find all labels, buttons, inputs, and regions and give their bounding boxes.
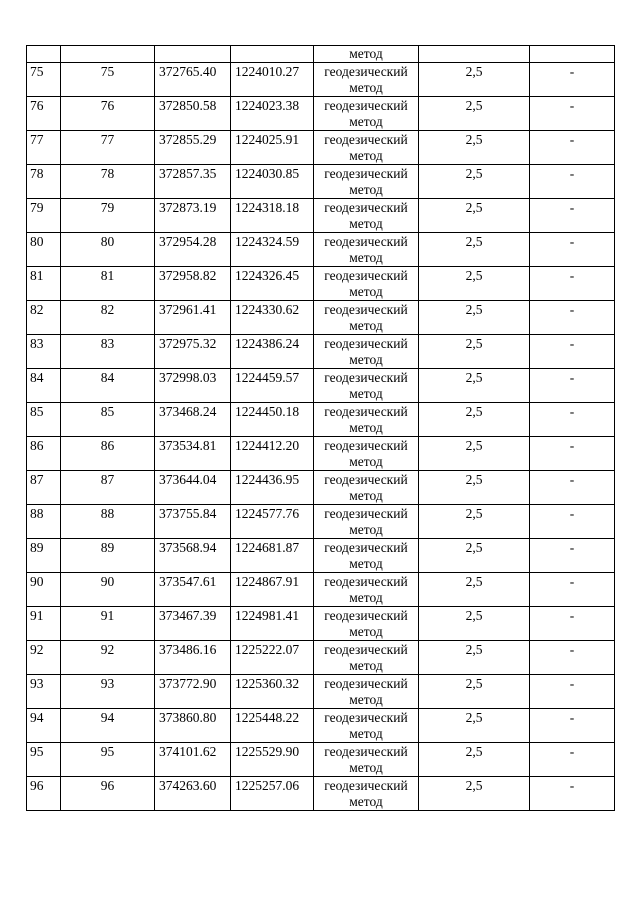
- cell-x: 373547.61: [155, 573, 231, 607]
- cell-method: [314, 573, 419, 607]
- table-row: [27, 471, 615, 505]
- cell-number: 90: [27, 573, 61, 607]
- cell-note: -: [530, 233, 615, 267]
- method-line: метод: [349, 794, 383, 809]
- cell-point: 83: [61, 335, 155, 369]
- method-line: метод: [349, 352, 383, 367]
- cell-y: 1224025.91: [231, 131, 314, 165]
- cell-y: 1225529.90: [231, 743, 314, 777]
- cell-number: 77: [27, 131, 61, 165]
- cell-note: -: [530, 131, 615, 165]
- method-line: метод: [349, 658, 383, 673]
- method-line: метод: [349, 250, 383, 265]
- table-row: [27, 335, 615, 369]
- method-line: геодезический: [324, 64, 408, 79]
- table-row: [27, 641, 615, 675]
- method-line: геодезический: [324, 404, 408, 419]
- table-row: [27, 165, 615, 199]
- cell-x: 372850.58: [155, 97, 231, 131]
- table-row: [27, 539, 615, 573]
- method-line: метод: [349, 420, 383, 435]
- cell-accuracy: 2,5: [419, 539, 530, 573]
- cell-point: 90: [61, 573, 155, 607]
- cell-number: 91: [27, 607, 61, 641]
- cell-x: 373772.90: [155, 675, 231, 709]
- table-row: [27, 301, 615, 335]
- method-line: метод: [349, 386, 383, 401]
- cell-y: 1224330.62: [231, 301, 314, 335]
- cell-point: 78: [61, 165, 155, 199]
- cell-method: [314, 403, 419, 437]
- cell-method: [314, 675, 419, 709]
- cell-method: [314, 539, 419, 573]
- method-line: геодезический: [324, 608, 408, 623]
- cell-x: 372998.03: [155, 369, 231, 403]
- method-line: метод: [349, 522, 383, 537]
- cell-accuracy: 2,5: [419, 63, 530, 97]
- cell-method: [314, 267, 419, 301]
- method-line: геодезический: [324, 540, 408, 555]
- cell-point: 93: [61, 675, 155, 709]
- cell-point: 84: [61, 369, 155, 403]
- table-row: [27, 437, 615, 471]
- method-line: геодезический: [324, 506, 408, 521]
- table-row: [27, 403, 615, 437]
- cell-x: 373486.16: [155, 641, 231, 675]
- method-line: метод: [349, 148, 383, 163]
- table-row: [27, 777, 615, 811]
- cell-accuracy: 2,5: [419, 709, 530, 743]
- cell-note: -: [530, 539, 615, 573]
- method-line: геодезический: [324, 336, 408, 351]
- method-line: геодезический: [324, 676, 408, 691]
- cell-number: 85: [27, 403, 61, 437]
- cell-x: 372855.29: [155, 131, 231, 165]
- cell-note: -: [530, 641, 615, 675]
- cell-number: 88: [27, 505, 61, 539]
- cell-accuracy: 2,5: [419, 165, 530, 199]
- cell-x: 373468.24: [155, 403, 231, 437]
- table-row: [27, 607, 615, 641]
- cell-note: -: [530, 301, 615, 335]
- cell-method: [314, 131, 419, 165]
- cell-note: -: [530, 675, 615, 709]
- cell-point: 77: [61, 131, 155, 165]
- cell-note: -: [530, 369, 615, 403]
- cell-note: -: [530, 335, 615, 369]
- method-line: метод: [349, 216, 383, 231]
- cell-number: 87: [27, 471, 61, 505]
- cell-method: [314, 199, 419, 233]
- cell-note: -: [530, 97, 615, 131]
- cell-y: 1224867.91: [231, 573, 314, 607]
- cell-x: 373644.04: [155, 471, 231, 505]
- cell-number: 78: [27, 165, 61, 199]
- method-line: метод: [349, 182, 383, 197]
- cell-point: 92: [61, 641, 155, 675]
- cell-point: 75: [61, 63, 155, 97]
- cell-method: [314, 97, 419, 131]
- cell-note: -: [530, 63, 615, 97]
- cell-accuracy: 2,5: [419, 403, 530, 437]
- method-line: метод: [349, 488, 383, 503]
- method-line: геодезический: [324, 98, 408, 113]
- cell-note: -: [530, 607, 615, 641]
- cell-point: 85: [61, 403, 155, 437]
- method-line: геодезический: [324, 166, 408, 181]
- cell-y: 1224326.45: [231, 267, 314, 301]
- cell-x: 372873.19: [155, 199, 231, 233]
- cell-point: 96: [61, 777, 155, 811]
- cell-point: 80: [61, 233, 155, 267]
- cell-number: 79: [27, 199, 61, 233]
- cell-point: 88: [61, 505, 155, 539]
- table-row-continuation: [27, 46, 615, 63]
- cell-y: 1225257.06: [231, 777, 314, 811]
- table-row: [27, 267, 615, 301]
- method-line: геодезический: [324, 132, 408, 147]
- method-line: метод: [349, 114, 383, 129]
- cell-method: [314, 63, 419, 97]
- method-line: геодезический: [324, 710, 408, 725]
- cell-number: 94: [27, 709, 61, 743]
- cell-note: -: [530, 743, 615, 777]
- table-row: [27, 573, 615, 607]
- cell-accuracy: 2,5: [419, 471, 530, 505]
- cell-accuracy: 2,5: [419, 641, 530, 675]
- cell-x: 374263.60: [155, 777, 231, 811]
- table-row: [27, 63, 615, 97]
- cell-y: 1224318.18: [231, 199, 314, 233]
- method-line: геодезический: [324, 642, 408, 657]
- cell-accuracy: 2,5: [419, 675, 530, 709]
- cell-accuracy: 2,5: [419, 233, 530, 267]
- cell-accuracy: 2,5: [419, 607, 530, 641]
- method-line: метод: [349, 590, 383, 605]
- cell-method: [314, 165, 419, 199]
- cell-point: 94: [61, 709, 155, 743]
- cell-y: 1224023.38: [231, 97, 314, 131]
- method-line: метод: [349, 692, 383, 707]
- cell-y: 1224010.27: [231, 63, 314, 97]
- cell-y: 1224324.59: [231, 233, 314, 267]
- cell-y: 1225448.22: [231, 709, 314, 743]
- cell-method: [314, 335, 419, 369]
- method-line: геодезический: [324, 370, 408, 385]
- cell-y: 1225222.07: [231, 641, 314, 675]
- cell-method: [314, 743, 419, 777]
- cell-number: 82: [27, 301, 61, 335]
- cell-method: [314, 777, 419, 811]
- method-line: геодезический: [324, 472, 408, 487]
- table-body: [27, 46, 615, 811]
- cell-number: 80: [27, 233, 61, 267]
- method-line: метод: [349, 80, 383, 95]
- cell-point: 76: [61, 97, 155, 131]
- cell-y: 1224981.41: [231, 607, 314, 641]
- cell-note: -: [530, 573, 615, 607]
- cell-note: -: [530, 777, 615, 811]
- cell-point: 82: [61, 301, 155, 335]
- cell-x: [155, 46, 231, 63]
- cell-x: 374101.62: [155, 743, 231, 777]
- method-line: метод: [349, 556, 383, 571]
- cell-accuracy: 2,5: [419, 131, 530, 165]
- table-row: [27, 675, 615, 709]
- cell-accuracy: 2,5: [419, 301, 530, 335]
- cell-accuracy: 2,5: [419, 437, 530, 471]
- cell-method: [314, 709, 419, 743]
- cell-method: [314, 233, 419, 267]
- cell-accuracy: 2,5: [419, 573, 530, 607]
- table-row: [27, 709, 615, 743]
- cell-accuracy: 2,5: [419, 267, 530, 301]
- method-line: геодезический: [324, 234, 408, 249]
- cell-number: 76: [27, 97, 61, 131]
- cell-note: -: [530, 267, 615, 301]
- cell-note: -: [530, 437, 615, 471]
- cell-number: 93: [27, 675, 61, 709]
- cell-number: 96: [27, 777, 61, 811]
- method-line: геодезический: [324, 744, 408, 759]
- method-line: метод: [349, 318, 383, 333]
- method-line: метод: [349, 624, 383, 639]
- cell-method: [314, 607, 419, 641]
- cell-x: 373568.94: [155, 539, 231, 573]
- cell-number: [27, 46, 61, 63]
- cell-number: 75: [27, 63, 61, 97]
- cell-point: 86: [61, 437, 155, 471]
- table-row: [27, 369, 615, 403]
- cell-number: 92: [27, 641, 61, 675]
- cell-x: 373467.39: [155, 607, 231, 641]
- cell-note: -: [530, 403, 615, 437]
- cell-x: 372765.40: [155, 63, 231, 97]
- method-line: геодезический: [324, 302, 408, 317]
- cell-y: 1225360.32: [231, 675, 314, 709]
- cell-point: [61, 46, 155, 63]
- cell-accuracy: 2,5: [419, 335, 530, 369]
- cell-y: 1224436.95: [231, 471, 314, 505]
- method-line: геодезический: [324, 778, 408, 793]
- cell-x: 373755.84: [155, 505, 231, 539]
- cell-method: метод: [314, 46, 419, 63]
- cell-y: 1224577.76: [231, 505, 314, 539]
- cell-x: 373534.81: [155, 437, 231, 471]
- cell-note: -: [530, 505, 615, 539]
- cell-x: 372857.35: [155, 165, 231, 199]
- cell-number: 81: [27, 267, 61, 301]
- cell-number: 89: [27, 539, 61, 573]
- method-line: геодезический: [324, 268, 408, 283]
- method-line: геодезический: [324, 438, 408, 453]
- cell-method: [314, 641, 419, 675]
- cell-accuracy: 2,5: [419, 743, 530, 777]
- cell-note: [530, 46, 615, 63]
- cell-x: 373860.80: [155, 709, 231, 743]
- cell-accuracy: 2,5: [419, 369, 530, 403]
- cell-accuracy: [419, 46, 530, 63]
- table-row: [27, 131, 615, 165]
- cell-number: 95: [27, 743, 61, 777]
- cell-note: -: [530, 709, 615, 743]
- cell-method: [314, 301, 419, 335]
- cell-accuracy: 2,5: [419, 199, 530, 233]
- cell-y: 1224412.20: [231, 437, 314, 471]
- cell-point: 81: [61, 267, 155, 301]
- cell-point: 91: [61, 607, 155, 641]
- cell-x: 372958.82: [155, 267, 231, 301]
- table-row: [27, 505, 615, 539]
- cell-number: 86: [27, 437, 61, 471]
- cell-method: [314, 369, 419, 403]
- coordinates-table: [26, 45, 615, 811]
- cell-x: 372961.41: [155, 301, 231, 335]
- cell-point: 89: [61, 539, 155, 573]
- cell-note: -: [530, 165, 615, 199]
- cell-x: 372954.28: [155, 233, 231, 267]
- cell-method: [314, 437, 419, 471]
- method-line: метод: [349, 760, 383, 775]
- cell-point: 95: [61, 743, 155, 777]
- cell-point: 87: [61, 471, 155, 505]
- method-line: геодезический: [324, 200, 408, 215]
- cell-y: 1224681.87: [231, 539, 314, 573]
- cell-method: [314, 471, 419, 505]
- cell-accuracy: 2,5: [419, 505, 530, 539]
- table-row: [27, 233, 615, 267]
- cell-method: [314, 505, 419, 539]
- cell-y: 1224386.24: [231, 335, 314, 369]
- cell-y: 1224459.57: [231, 369, 314, 403]
- cell-x: 372975.32: [155, 335, 231, 369]
- cell-accuracy: 2,5: [419, 777, 530, 811]
- cell-y: [231, 46, 314, 63]
- cell-y: 1224030.85: [231, 165, 314, 199]
- cell-point: 79: [61, 199, 155, 233]
- method-line: геодезический: [324, 574, 408, 589]
- table-row: [27, 199, 615, 233]
- table-row: [27, 97, 615, 131]
- cell-note: -: [530, 199, 615, 233]
- cell-y: 1224450.18: [231, 403, 314, 437]
- method-line: метод: [349, 454, 383, 469]
- table-row: [27, 743, 615, 777]
- cell-number: 83: [27, 335, 61, 369]
- cell-accuracy: 2,5: [419, 97, 530, 131]
- method-line: метод: [349, 284, 383, 299]
- cell-note: -: [530, 471, 615, 505]
- method-line: метод: [349, 726, 383, 741]
- cell-number: 84: [27, 369, 61, 403]
